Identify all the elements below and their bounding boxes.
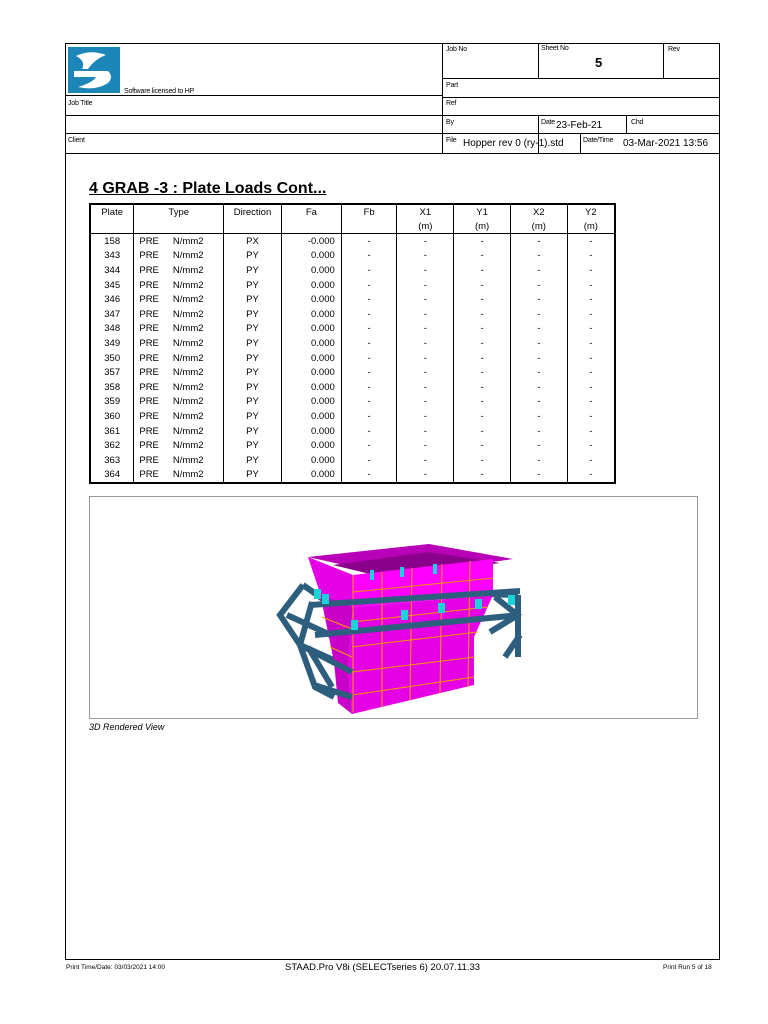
table-row (90, 234, 615, 249)
table-cell: - (397, 292, 454, 307)
table-cell (134, 351, 224, 366)
load-type: PRE (139, 264, 159, 276)
table-cell: - (454, 278, 511, 293)
table-cell (134, 322, 224, 337)
table-cell: - (510, 249, 567, 264)
table-cell: PY (224, 424, 282, 439)
table-cell: - (454, 249, 511, 264)
table-cell: PY (224, 322, 282, 337)
table-cell: 0.000 (281, 468, 341, 484)
table-cell: - (397, 351, 454, 366)
table-cell: - (510, 380, 567, 395)
table-cell: - (454, 395, 511, 410)
table-cell: - (567, 278, 615, 293)
table-row (90, 409, 615, 424)
table-cell: - (341, 351, 397, 366)
table-unit-row (90, 219, 615, 234)
table-cell: 0.000 (281, 336, 341, 351)
table-cell: - (397, 307, 454, 322)
table-cell: - (567, 351, 615, 366)
table-cell: - (454, 438, 511, 453)
table-cell: - (341, 395, 397, 410)
load-unit: N/mm2 (172, 235, 204, 247)
job-title-label: Job Title (68, 100, 93, 107)
table-cell: 346 (90, 292, 134, 307)
load-unit: N/mm2 (172, 250, 204, 262)
table-cell: 0.000 (281, 409, 341, 424)
column-header: Fa (281, 204, 341, 219)
table-cell: - (567, 307, 615, 322)
column-header: Direction (224, 204, 282, 219)
load-unit: N/mm2 (172, 367, 204, 379)
column-header: Y2 (567, 204, 615, 219)
plate-loads-table (89, 203, 616, 484)
table-cell: - (397, 278, 454, 293)
table-cell (134, 292, 224, 307)
table-cell: PY (224, 292, 282, 307)
file-label: File (446, 137, 457, 144)
table-cell: - (454, 409, 511, 424)
table-cell: - (397, 395, 454, 410)
table-cell (134, 409, 224, 424)
table-cell (134, 263, 224, 278)
table-cell: - (510, 424, 567, 439)
header-divider (65, 133, 720, 134)
table-header-row (90, 204, 615, 219)
print-time: Print Time/Date: 03/03/2021 14:00 (66, 964, 166, 971)
table-cell: 0.000 (281, 424, 341, 439)
load-type: PRE (139, 454, 159, 466)
table-cell: 0.000 (281, 365, 341, 380)
table-cell: - (510, 322, 567, 337)
table-cell: - (510, 336, 567, 351)
table-row (90, 292, 615, 307)
table-cell: 350 (90, 351, 134, 366)
table-cell: 0.000 (281, 292, 341, 307)
table-cell: 359 (90, 395, 134, 410)
sheet-no-label: Sheet No (541, 45, 569, 52)
table-cell: - (510, 307, 567, 322)
table-cell: - (397, 424, 454, 439)
table-cell: 361 (90, 424, 134, 439)
table-row (90, 395, 615, 410)
table-row (90, 307, 615, 322)
table-cell: PY (224, 336, 282, 351)
header-divider (65, 115, 720, 116)
print-run: Print Run 5 of 18 (663, 964, 712, 971)
table-cell: PY (224, 468, 282, 484)
table-cell: - (397, 438, 454, 453)
column-header: X2 (510, 204, 567, 219)
table-cell (134, 438, 224, 453)
table-row (90, 424, 615, 439)
table-cell: - (341, 249, 397, 264)
load-unit: N/mm2 (172, 469, 204, 481)
table-cell: - (454, 351, 511, 366)
column-unit (341, 219, 397, 234)
table-cell: 0.000 (281, 380, 341, 395)
table-row (90, 249, 615, 264)
header-divider (65, 153, 720, 154)
table-cell: 0.000 (281, 322, 341, 337)
ref-label: Ref (446, 100, 457, 107)
table-cell: - (454, 365, 511, 380)
table-cell: 0.000 (281, 453, 341, 468)
table-cell: - (454, 307, 511, 322)
column-unit (134, 219, 224, 234)
table-cell (134, 307, 224, 322)
rev-label: Rev (668, 46, 680, 53)
load-unit: N/mm2 (172, 425, 204, 437)
table-cell: - (341, 322, 397, 337)
load-type: PRE (139, 337, 159, 349)
table-cell: - (567, 336, 615, 351)
table-cell: - (341, 424, 397, 439)
table-cell: - (397, 234, 454, 249)
load-type: PRE (139, 410, 159, 422)
table-cell: 158 (90, 234, 134, 249)
load-unit: N/mm2 (172, 410, 204, 422)
table-cell: - (341, 409, 397, 424)
table-cell: - (397, 468, 454, 484)
datetime-label: Date/Time (583, 137, 614, 144)
table-cell: - (397, 380, 454, 395)
table-cell: 362 (90, 438, 134, 453)
table-cell: - (567, 234, 615, 249)
table-cell: - (341, 307, 397, 322)
header-divider (663, 43, 664, 78)
column-unit: (m) (567, 219, 615, 234)
table-cell (134, 249, 224, 264)
table-cell: - (510, 409, 567, 424)
table-cell: 344 (90, 263, 134, 278)
column-header: Y1 (454, 204, 511, 219)
load-type: PRE (139, 279, 159, 291)
load-type: PRE (139, 440, 159, 452)
table-cell: - (454, 453, 511, 468)
load-type: PRE (139, 352, 159, 364)
table-cell (134, 468, 224, 484)
table-cell: - (397, 322, 454, 337)
table-cell: - (567, 365, 615, 380)
table-cell: - (567, 453, 615, 468)
table-cell: PY (224, 453, 282, 468)
column-header: Fb (341, 204, 397, 219)
table-row (90, 380, 615, 395)
table-cell (134, 336, 224, 351)
table-cell: - (567, 380, 615, 395)
table-cell: - (510, 278, 567, 293)
table-cell: - (454, 336, 511, 351)
table-row (90, 438, 615, 453)
table-cell: - (397, 409, 454, 424)
table-cell: - (341, 468, 397, 484)
table-cell (134, 380, 224, 395)
table-row (90, 278, 615, 293)
table-cell: PY (224, 409, 282, 424)
table-cell: - (567, 438, 615, 453)
table-cell: - (567, 395, 615, 410)
header-divider (626, 115, 627, 133)
load-type: PRE (139, 235, 159, 247)
table-row (90, 322, 615, 337)
column-unit (224, 219, 282, 234)
table-cell: - (341, 278, 397, 293)
load-type: PRE (139, 323, 159, 335)
table-cell: - (510, 365, 567, 380)
table-cell: - (454, 424, 511, 439)
view-caption: 3D Rendered View (89, 722, 165, 732)
load-unit: N/mm2 (172, 294, 204, 306)
table-cell: - (397, 263, 454, 278)
table-cell: 0.000 (281, 307, 341, 322)
load-unit: N/mm2 (172, 440, 204, 452)
rendered-view-panel (89, 496, 698, 719)
table-cell (134, 365, 224, 380)
table-cell: 348 (90, 322, 134, 337)
table-row (90, 351, 615, 366)
table-cell: 363 (90, 453, 134, 468)
load-unit: N/mm2 (172, 381, 204, 393)
table-cell: PY (224, 263, 282, 278)
table-cell: PY (224, 307, 282, 322)
load-unit: N/mm2 (172, 352, 204, 364)
table-row (90, 263, 615, 278)
table-cell: - (567, 468, 615, 484)
table-cell: PY (224, 249, 282, 264)
table-cell: - (567, 263, 615, 278)
table-cell: 349 (90, 336, 134, 351)
column-header: Plate (90, 204, 134, 219)
table-cell: - (510, 395, 567, 410)
table-cell: 360 (90, 409, 134, 424)
table-cell (134, 234, 224, 249)
column-unit: (m) (454, 219, 511, 234)
table-cell: 358 (90, 380, 134, 395)
table-cell: - (567, 424, 615, 439)
software-version: STAAD.Pro V8i (SELECTseries 6) 20.07.11.33 (285, 962, 481, 973)
table-cell: - (454, 380, 511, 395)
table-cell: - (397, 249, 454, 264)
table-cell: - (454, 263, 511, 278)
table-cell: 0.000 (281, 263, 341, 278)
chd-label: Chd (631, 119, 644, 126)
table-cell (134, 395, 224, 410)
table-cell: - (510, 234, 567, 249)
table-cell: - (510, 292, 567, 307)
table-cell: - (341, 336, 397, 351)
table-cell: - (567, 322, 615, 337)
table-cell (134, 453, 224, 468)
load-type: PRE (139, 250, 159, 262)
table-cell: - (341, 365, 397, 380)
table-cell: PY (224, 278, 282, 293)
header-divider (538, 43, 539, 78)
table-cell: 0.000 (281, 351, 341, 366)
licence-text: Software licensed to HP (124, 88, 195, 95)
load-type: PRE (139, 396, 159, 408)
section-title: 4 GRAB -3 : Plate Loads Cont... (89, 180, 327, 197)
table-cell: - (510, 453, 567, 468)
table-cell (134, 278, 224, 293)
file-value: Hopper rev 0 (ry-1).std (463, 138, 564, 149)
table-cell: - (567, 409, 615, 424)
table-cell: PY (224, 380, 282, 395)
load-unit: N/mm2 (172, 323, 204, 335)
table-cell: PY (224, 351, 282, 366)
part-label: Part (446, 82, 459, 89)
table-cell: 0.000 (281, 438, 341, 453)
table-cell: - (510, 468, 567, 484)
table-cell: - (341, 234, 397, 249)
table-cell: - (454, 322, 511, 337)
header-divider (65, 95, 442, 96)
datetime-value: 03-Mar-2021 13:56 (623, 138, 709, 149)
table-cell: PX (224, 234, 282, 249)
load-type: PRE (139, 381, 159, 393)
load-unit: N/mm2 (172, 396, 204, 408)
header-divider (442, 97, 720, 98)
table-cell: - (454, 292, 511, 307)
table-cell: - (341, 380, 397, 395)
table-cell: -0.000 (281, 234, 341, 249)
table-cell: - (341, 292, 397, 307)
table-row (90, 365, 615, 380)
table-cell: - (567, 292, 615, 307)
table-cell: PY (224, 438, 282, 453)
table-row (90, 336, 615, 351)
table-cell (134, 424, 224, 439)
column-header: X1 (397, 204, 454, 219)
table-cell: 347 (90, 307, 134, 322)
load-type: PRE (139, 294, 159, 306)
bentley-logo (68, 47, 120, 93)
date-label: Date (541, 119, 555, 126)
table-cell: 0.000 (281, 395, 341, 410)
column-header: Type (134, 204, 224, 219)
hopper-3d-render (90, 497, 697, 718)
load-type: PRE (139, 367, 159, 379)
job-no-label: Job No (446, 46, 467, 53)
table-cell: - (510, 263, 567, 278)
table-cell: - (510, 351, 567, 366)
table-row (90, 468, 615, 484)
table-cell: - (341, 438, 397, 453)
header-divider (442, 43, 443, 153)
load-unit: N/mm2 (172, 308, 204, 320)
table-cell: 0.000 (281, 278, 341, 293)
table-cell: - (454, 234, 511, 249)
table-cell: 0.000 (281, 249, 341, 264)
table-cell: - (397, 336, 454, 351)
client-label: Client (68, 137, 85, 144)
column-unit: (m) (510, 219, 567, 234)
table-cell: PY (224, 395, 282, 410)
by-label: By (446, 119, 454, 126)
table-cell: - (567, 249, 615, 264)
table-cell: 364 (90, 468, 134, 484)
load-unit: N/mm2 (172, 264, 204, 276)
load-type: PRE (139, 469, 159, 481)
table-cell: PY (224, 365, 282, 380)
load-type: PRE (139, 425, 159, 437)
load-unit: N/mm2 (172, 454, 204, 466)
column-unit: (m) (397, 219, 454, 234)
table-cell: - (510, 438, 567, 453)
load-unit: N/mm2 (172, 279, 204, 291)
table-cell: 345 (90, 278, 134, 293)
header-divider (580, 133, 581, 153)
table-cell: - (341, 453, 397, 468)
table-cell: 357 (90, 365, 134, 380)
table-cell: - (341, 263, 397, 278)
table-cell: - (397, 453, 454, 468)
load-type: PRE (139, 308, 159, 320)
table-cell: - (454, 468, 511, 484)
table-row (90, 453, 615, 468)
sheet-no-value: 5 (595, 55, 603, 70)
header-divider (442, 78, 720, 79)
date-value: 23-Feb-21 (556, 120, 603, 131)
load-unit: N/mm2 (172, 337, 204, 349)
table-cell: - (397, 365, 454, 380)
column-unit (281, 219, 341, 234)
column-unit (90, 219, 134, 234)
table-cell: 343 (90, 249, 134, 264)
